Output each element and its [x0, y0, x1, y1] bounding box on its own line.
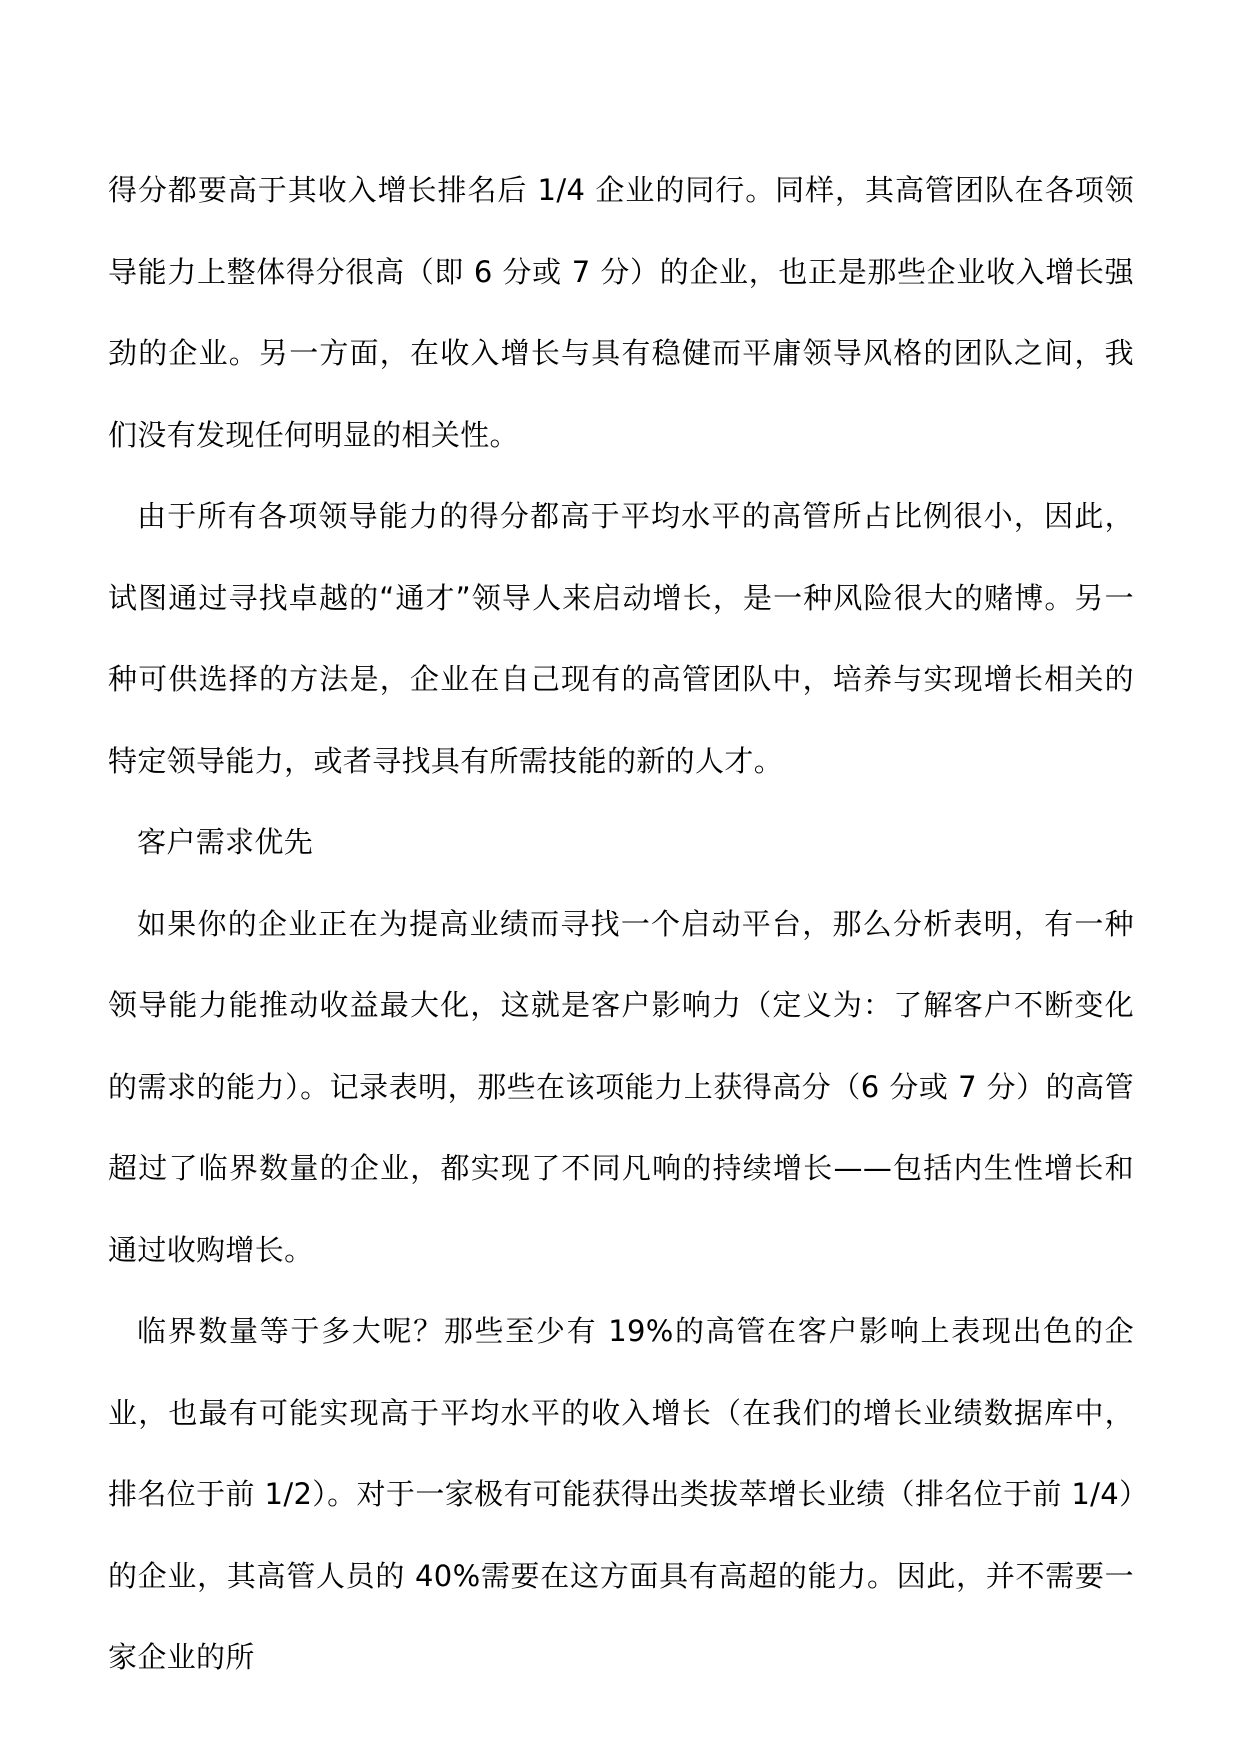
document-body [108, 150, 1134, 1699]
paragraph: 由于所有各项领导能力的得分都高于平均水平的高管所占比例很小，因此，试图通过寻找卓越的“通才”领导人来启动增长，是一种风险很大的赌博。另一种可供选择的方法是，企业在自己现有的高管团队中，培养与实现增长相关的特定领导能力，或者寻找具有所需技能的新的人才。 [108, 499, 1134, 778]
paragraph-continued: 得分都要高于其收入增长排名后 1/4 企业的同行。同样，其高管团队在各项领导能力上整体得分很高（即 6 分或 7 分）的企业，也正是那些企业收入增长强劲的企业。另一方面，在收入增长与具有稳健而平庸领导风格的团队之间，我们没有发现任何明显的相关性。 [108, 173, 1134, 452]
section-heading: 客户需求优先 [137, 825, 314, 859]
paragraph: 如果你的企业正在为提高业绩而寻找一个启动平台，那么分析表明，有一种领导能力能推动收益最大化，这就是客户影响力（定义为：了解客户不断变化的需求的能力）。记录表明，那些在该项能力上获得高分（6 分或 7 分）的高管超过了临界数量的企业，都实现了不同凡响的持续增长——包括内生性增长和通过收购增长。 [108, 906, 1134, 1267]
paragraph: 临界数量等于多大呢？那些至少有 19%的高管在客户影响上表现出色的企业，也最有可能实现高于平均水平的收入增长（在我们的增长业绩数据库中，排名位于前 1/2）。对于一家极有可能获得出类拔萃增长业绩（排名位于前 1/4）的企业，其高管人员的 40%需要在这方面具有高超的能力。因此，并不需要一家企业的所 [108, 1314, 1134, 1674]
